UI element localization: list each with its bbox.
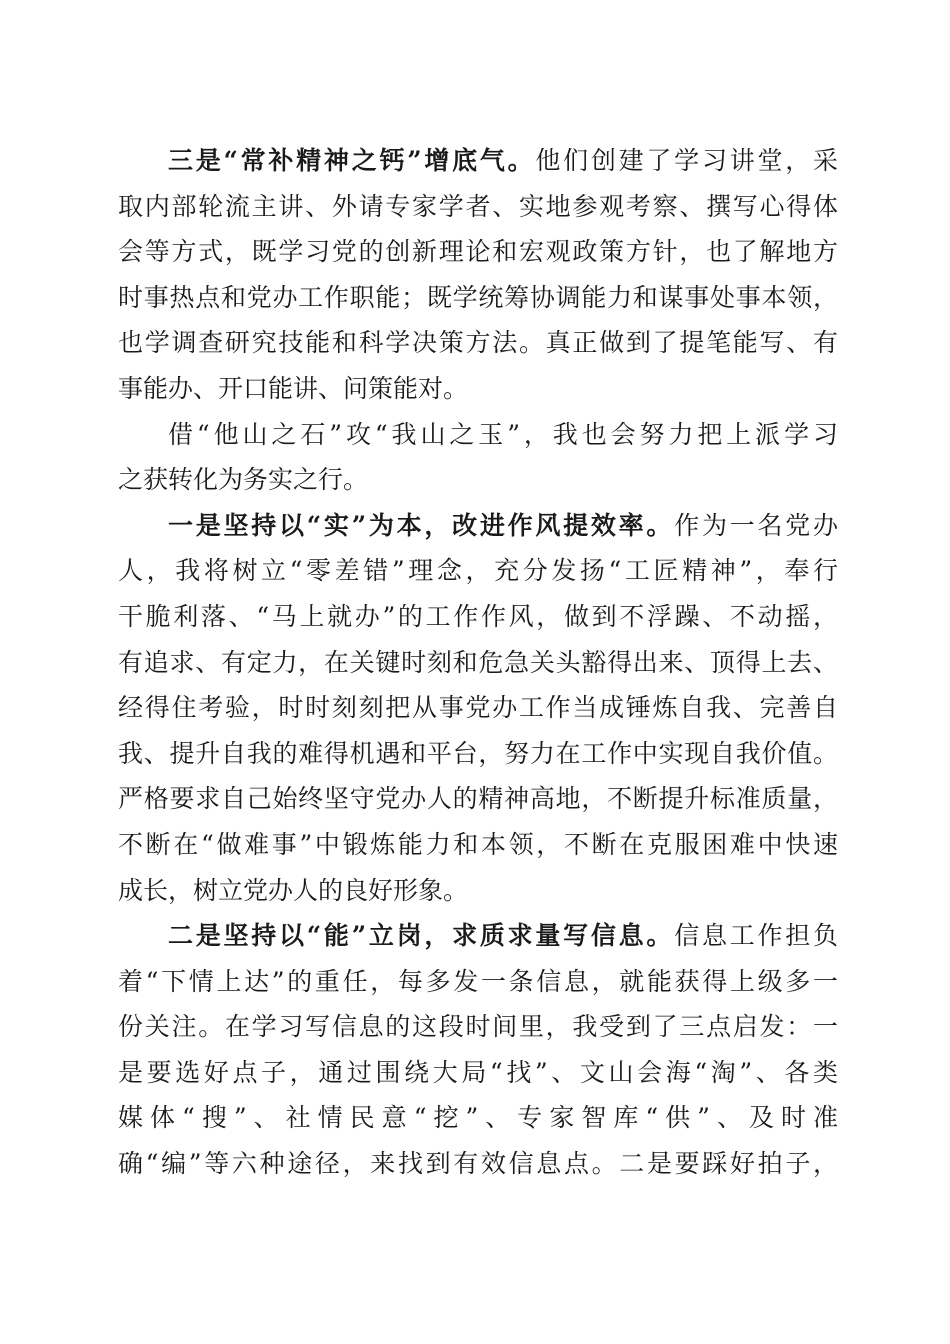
paragraph-line: 借“他山之石”攻“我山之玉”，我也会努力把上派学习 (168, 419, 838, 449)
paragraph-lead: 一是坚持以“实”为本，改进作风提效率。 (168, 510, 675, 540)
paragraph-line: 三是“常补精神之钙”增底气。他们创建了学习讲堂，采 (168, 146, 838, 175)
paragraph-line: 人，我将树立“零差错”理念，充分发扬“工匠精神”，奉行 (118, 556, 838, 586)
paragraph-line: 不断在“做难事”中锻炼能力和本领，不断在克服困难中快速 (118, 829, 838, 859)
paragraph-line: 会等方式，既学习党的创新理论和宏观政策方针，也了解地方 (118, 237, 838, 267)
paragraph-line: 我、提升自我的难得机遇和平台，努力在工作中实现自我价值。 (118, 738, 838, 768)
paragraph-line: 确“编”等六种途径，来找到有效信息点。二是要踩好拍子， (118, 1149, 838, 1179)
paragraph-line: 份关注。在学习写信息的这段时间里，我受到了三点启发：一 (118, 1012, 838, 1042)
paragraph-2 (118, 412, 838, 503)
paragraph-1 (118, 138, 838, 412)
paragraph-line: 经得住考验，时时刻刻把从事党办工作当成锤炼自我、完善自 (118, 693, 838, 723)
paragraph-line: 时事热点和党办工作职能；既学统筹协调能力和谋事处事本领， (118, 282, 838, 312)
paragraph-line: 是要选好点子，通过围绕大局“找”、文山会海“淘”、各类 (118, 1057, 838, 1087)
paragraph-line: 取内部轮流主讲、外请专家学者、实地参观考察、撰写心得体 (118, 191, 838, 221)
paragraph-line: 一是坚持以“实”为本，改进作风提效率。作为一名党办 (168, 510, 838, 540)
paragraph-line: 严格要求自己始终坚守党办人的精神高地，不断提升标准质量， (118, 784, 838, 814)
paragraph-line: 干脆利落、“马上就办”的工作作风，做到不浮躁、不动摇， (118, 601, 838, 631)
paragraph-line: 成长，树立党办人的良好形象。 (118, 875, 469, 905)
paragraph-line: 事能办、开口能讲、问策能对。 (118, 373, 469, 403)
paragraph-line: 之获转化为务实之行。 (118, 465, 369, 495)
paragraph-line: 二是坚持以“能”立岗，求质求量写信息。信息工作担负 (168, 921, 838, 951)
paragraph-lead: 三是“常补精神之钙”增底气。 (168, 146, 536, 175)
paragraph-line: 媒体“搜”、社情民意“挖”、专家智库“供”、及时准 (118, 1103, 838, 1133)
paragraph-4 (118, 913, 838, 1187)
document-body (118, 138, 838, 1187)
paragraph-lead: 二是坚持以“能”立岗，求质求量写信息。 (168, 921, 675, 951)
paragraph-3 (118, 503, 838, 913)
paragraph-line: 有追求、有定力，在关键时刻和危急关头豁得出来、顶得上去、 (118, 647, 838, 677)
paragraph-line: 着“下情上达”的重任，每多发一条信息，就能获得上级多一 (118, 966, 838, 996)
paragraph-line: 也学调查研究技能和科学决策方法。真正做到了提笔能写、有 (118, 328, 838, 358)
